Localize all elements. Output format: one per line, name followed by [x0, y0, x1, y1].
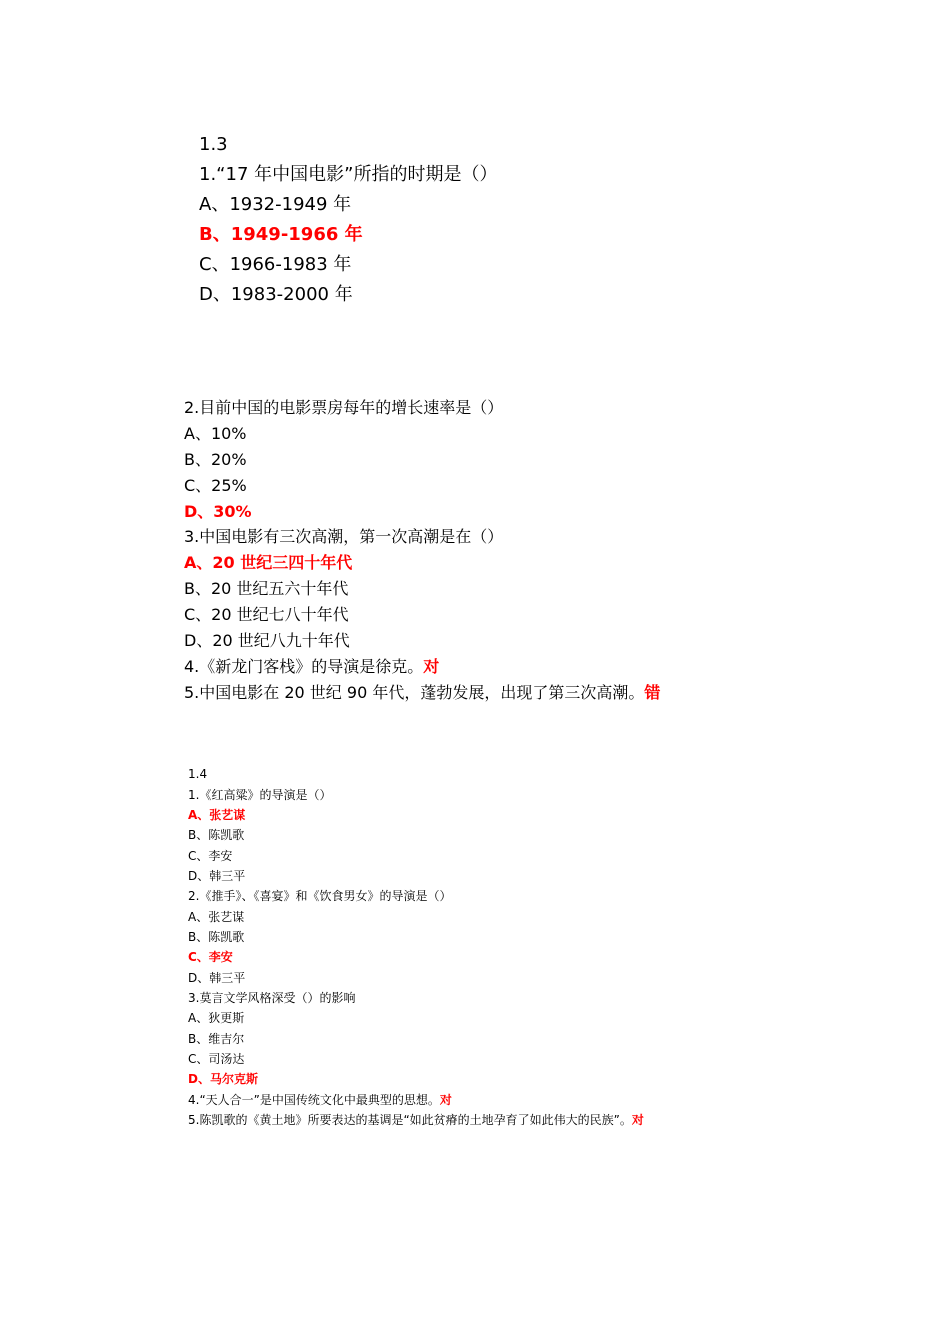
option-b: B、20 世纪五六十年代 — [184, 579, 349, 598]
question-text: 3.莫言文学风格深受（）的影响 — [188, 991, 356, 1005]
answer-mark: 对 — [439, 1093, 452, 1107]
option-d: D、20 世纪八九十年代 — [184, 631, 350, 650]
statement-text: 5.陈凯歌的《黄土地》所要表达的基调是“如此贫瘠的土地孕育了如此伟大的民族”。 — [188, 1113, 632, 1127]
option-a: A、张艺谋 — [188, 910, 245, 924]
answer-mark: 对 — [423, 657, 440, 676]
option-c: C、司汤达 — [188, 1052, 245, 1066]
option-b: B、20% — [184, 450, 247, 469]
question-text: 2.《推手》、《喜宴》和《饮食男女》的导演是（） — [188, 889, 452, 903]
statement-text: 4.“天人合一”是中国传统文化中最典型的思想。 — [188, 1093, 440, 1107]
statement-text: 4.《新龙门客栈》的导演是徐克。 — [184, 657, 424, 676]
option-d: D、韩三平 — [188, 971, 246, 985]
option-a: A、1932-1949 年 — [199, 194, 352, 215]
option-b-correct: B、1949-1966 年 — [199, 224, 363, 245]
option-a-correct: A、张艺谋 — [188, 808, 246, 822]
option-d-correct: D、30% — [184, 502, 252, 521]
option-c-correct: C、李安 — [188, 950, 233, 964]
true-false-statement — [184, 659, 439, 675]
option-b: B、维吉尔 — [188, 1032, 245, 1046]
question-text: 3.中国电影有三次高潮，第一次高潮是在（） — [184, 527, 504, 546]
option-b: B、陈凯歌 — [188, 828, 245, 842]
true-false-statement — [188, 1114, 644, 1126]
option-d-correct: D、马尔克斯 — [188, 1072, 258, 1086]
option-c: C、20 世纪七八十年代 — [184, 605, 349, 624]
option-a: A、10% — [184, 424, 247, 443]
option-c: C、25% — [184, 476, 247, 495]
true-false-statement — [188, 1094, 452, 1106]
option-d: D、韩三平 — [188, 869, 246, 883]
section-title: 1.3 — [199, 134, 228, 155]
answer-mark: 对 — [631, 1113, 644, 1127]
answer-mark: 错 — [644, 683, 661, 702]
option-b: B、陈凯歌 — [188, 930, 245, 944]
question-text: 2.目前中国的电影票房每年的增长速率是（） — [184, 398, 504, 417]
option-a-correct: A、20 世纪三四十年代 — [184, 553, 353, 572]
statement-text: 5.中国电影在 20 世纪 90 年代，蓬勃发展，出现了第三次高潮。 — [184, 683, 645, 702]
option-a: A、狄更斯 — [188, 1011, 245, 1025]
option-c: C、李安 — [188, 849, 233, 863]
true-false-statement — [184, 685, 660, 701]
section-title: 1.4 — [188, 767, 208, 781]
option-d: D、1983-2000 年 — [199, 284, 353, 305]
question-text: 1.《红高粱》的导演是（） — [188, 788, 332, 802]
option-c: C、1966-1983 年 — [199, 254, 352, 275]
question-text: 1.“17 年中国电影”所指的时期是（） — [199, 164, 498, 185]
